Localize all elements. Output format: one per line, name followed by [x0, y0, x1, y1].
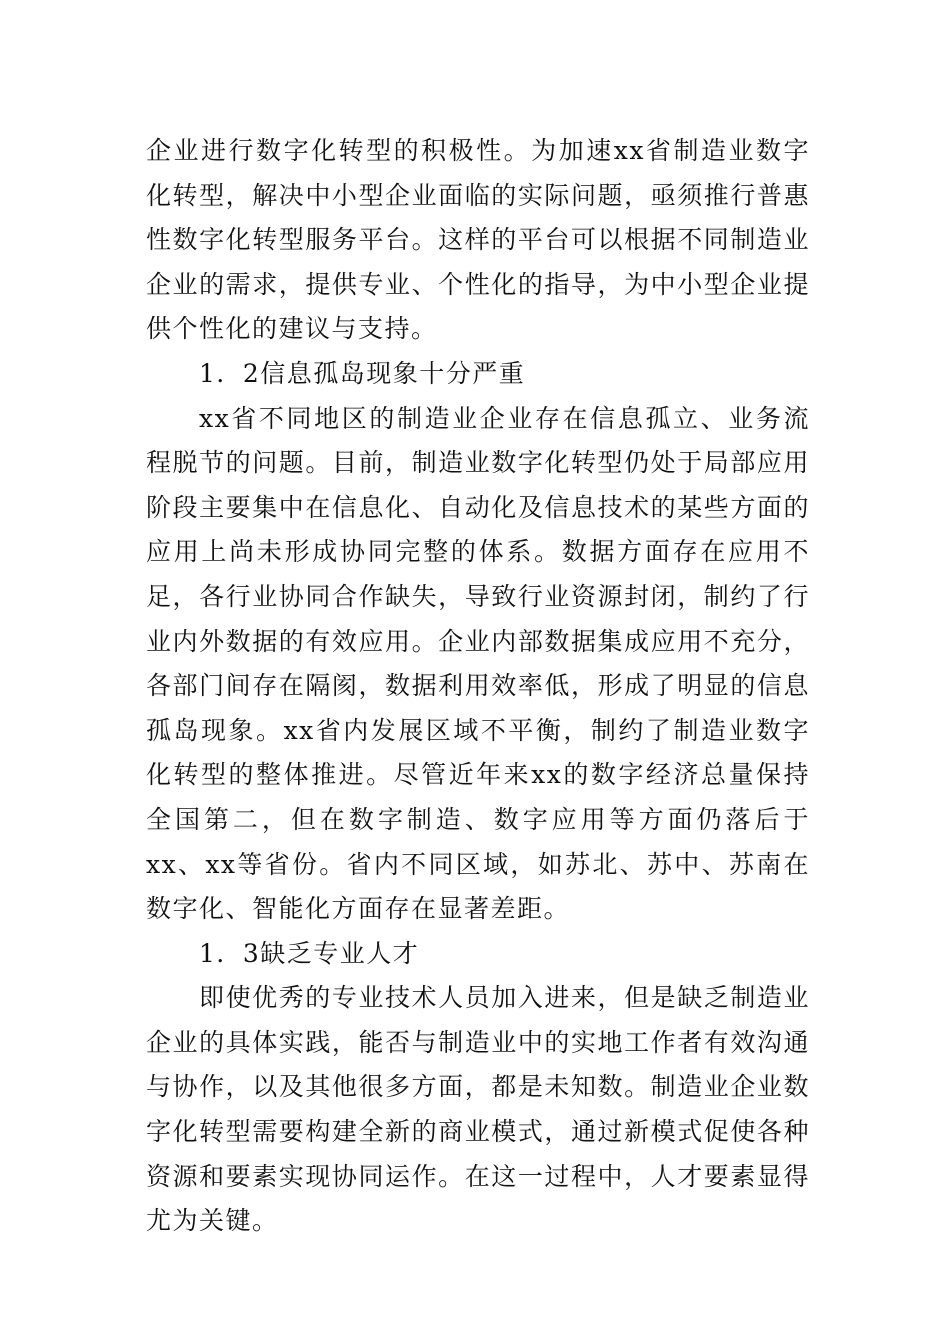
paragraph-information-silos: xx省不同地区的制造业企业存在信息孤立、业务流程脱节的问题。目前，制造业数字化转型仍处于局部应用阶段主要集中在信息化、自动化及信息技术的某些方面的应用上尚未形成协同完整的体系。数据方面存在应用不足，各行业协同合作缺失，导致行业资源封闭，制约了行业内外数据的有效应用。企业内部数据集成应用不充分，各部门间存在隔阂，数据利用效率低，形成了明显的信息孤岛现象。xx省内发展区域不平衡，制约了制造业数字化转型的整体推进。尽管近年来xx的数字经济总量保持全国第二，但在数字制造、数字应用等方面仍落后于xx、xx等省份。省内不同区域，如苏北、苏中、苏南在数字化、智能化方面存在显著差距。 [146, 403, 810, 924]
document-body [146, 129, 810, 1244]
paragraph-continuation: 企业进行数字化转型的积极性。为加速xx省制造业数字化转型，解决中小型企业面临的实际问题，亟须推行普惠性数字化转型服务平台。这样的平台可以根据不同制造业企业的需求，提供专业、个性化的指导，为中小型企业提供个性化的建议与支持。 [146, 136, 810, 344]
section-heading-1-2: 1．2信息孤岛现象十分严重 [199, 358, 526, 388]
section-heading-1-3: 1．3缺乏专业人才 [199, 938, 420, 968]
paragraph-talent-shortage: 即使优秀的专业技术人员加入进来，但是缺乏制造业企业的具体实践，能否与制造业中的实地工作者有效沟通与协作，以及其他很多方面，都是未知数。制造业企业数字化转型需要构建全新的商业模式，通过新模式促使各种资源和要素实现协同运作。在这一过程中，人才要素显得尤为关键。 [146, 983, 810, 1236]
